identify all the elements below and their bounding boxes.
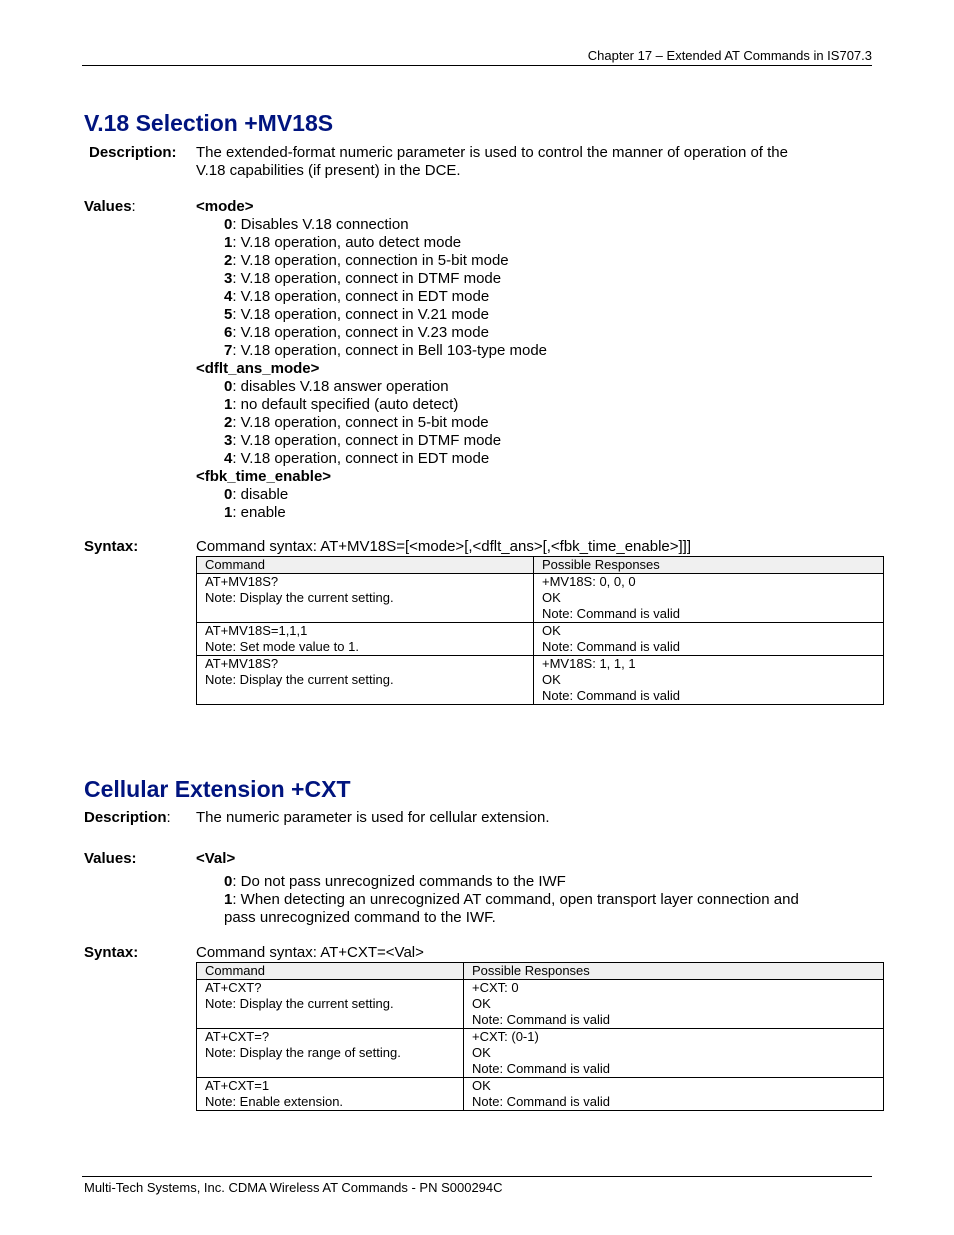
command-cell: AT+CXT=1 Note: Enable extension. <box>197 1078 464 1111</box>
responses-cell: +MV18S: 1, 1, 1 OK Note: Command is valid <box>534 656 884 705</box>
command-cell: AT+MV18S? Note: Display the current setting. <box>197 574 534 623</box>
param-name: <mode> <box>196 198 254 215</box>
command-cell: AT+MV18S=1,1,1 Note: Set mode value to 1. <box>197 623 534 656</box>
responses-cell: OK Note: Command is valid <box>534 623 884 656</box>
values-label: Values: <box>84 198 136 215</box>
column-header-responses: Possible Responses <box>534 557 884 574</box>
table-row <box>197 656 884 705</box>
section-title-v18: V.18 Selection +MV18S <box>84 110 334 136</box>
description-label-cxt: Description: <box>84 809 171 826</box>
command-cell: AT+MV18S? Note: Display the current setting. <box>197 656 534 705</box>
value-item: 7: V.18 operation, connect in Bell 103-type mode <box>224 342 547 359</box>
responses-cell: +CXT: 0 OK Note: Command is valid <box>464 980 884 1029</box>
value-item: 3: V.18 operation, connect in DTMF mode <box>224 270 502 287</box>
value-item: 1: no default specified (auto detect) <box>224 396 459 413</box>
syntax-text: Command syntax: AT+MV18S=[<mode>[,<dflt_ans>[,<fbk_time_enable>]]] <box>196 538 692 555</box>
page-header-chapter: Chapter 17 – Extended AT Commands in IS707.3 <box>587 48 872 63</box>
value-item: 1: When detecting an unrecognized AT command, open transport layer connection and <box>224 891 799 908</box>
responses-cell: OK Note: Command is valid <box>464 1078 884 1111</box>
syntax-label-cxt: Syntax: <box>84 944 139 961</box>
value-item: 4: V.18 operation, connect in EDT mode <box>224 288 490 305</box>
command-cell: AT+CXT=? Note: Display the range of setting. <box>197 1029 464 1078</box>
values-list-cxt <box>196 850 799 927</box>
footer-rule <box>82 1176 872 1177</box>
table-row <box>197 1078 884 1111</box>
page-footer: Multi-Tech Systems, Inc. CDMA Wireless AT Commands - PN S000294C <box>84 1180 503 1195</box>
column-header-command: Command <box>197 557 534 574</box>
table-row <box>197 574 884 623</box>
param-name: <Val> <box>196 850 236 867</box>
value-item: 5: V.18 operation, connect in V.21 mode <box>224 306 489 323</box>
command-table-mv18s <box>196 556 884 705</box>
table-row <box>197 623 884 656</box>
description-text: The extended-format numeric parameter is used to control the manner of operation of the V.18 capabilities (if present) in the DCE. <box>196 144 788 179</box>
command-cell: AT+CXT? Note: Display the current setting. <box>197 980 464 1029</box>
syntax-label: Syntax: <box>84 538 139 555</box>
section-title-cxt: Cellular Extension +CXT <box>84 776 351 802</box>
value-item: 0: Do not pass unrecognized commands to the IWF <box>224 873 566 890</box>
value-item: 0: disable <box>224 486 289 503</box>
description-label: Description: <box>89 144 177 161</box>
responses-cell: +CXT: (0-1) OK Note: Command is valid <box>464 1029 884 1078</box>
value-item: 1: enable <box>224 504 286 521</box>
value-item: 2: V.18 operation, connection in 5-bit mode <box>224 252 509 269</box>
value-item: 6: V.18 operation, connect in V.23 mode <box>224 324 489 341</box>
table-row <box>197 980 884 1029</box>
values-label-cxt: Values: <box>84 850 137 867</box>
header-rule <box>82 65 872 66</box>
param-name: <fbk_time_enable> <box>196 468 332 485</box>
command-table-cxt <box>196 962 884 1111</box>
value-item: 4: V.18 operation, connect in EDT mode <box>224 450 490 467</box>
responses-cell: +MV18S: 0, 0, 0 OK Note: Command is valid <box>534 574 884 623</box>
column-header-responses: Possible Responses <box>464 963 884 980</box>
values-list <box>196 198 547 522</box>
value-item: 3: V.18 operation, connect in DTMF mode <box>224 432 502 449</box>
table-row <box>197 1029 884 1078</box>
value-item: 2: V.18 operation, connect in 5-bit mode <box>224 414 489 431</box>
param-name: <dflt_ans_mode> <box>196 360 320 377</box>
value-item: 0: Disables V.18 connection <box>224 216 409 233</box>
value-item-continuation: pass unrecognized command to the IWF. <box>224 909 496 926</box>
value-item: 0: disables V.18 answer operation <box>224 378 449 395</box>
description-text-cxt: The numeric parameter is used for cellular extension. <box>196 809 550 826</box>
column-header-command: Command <box>197 963 464 980</box>
syntax-text-cxt: Command syntax: AT+CXT=<Val> <box>196 944 424 961</box>
value-item: 1: V.18 operation, auto detect mode <box>224 234 462 251</box>
